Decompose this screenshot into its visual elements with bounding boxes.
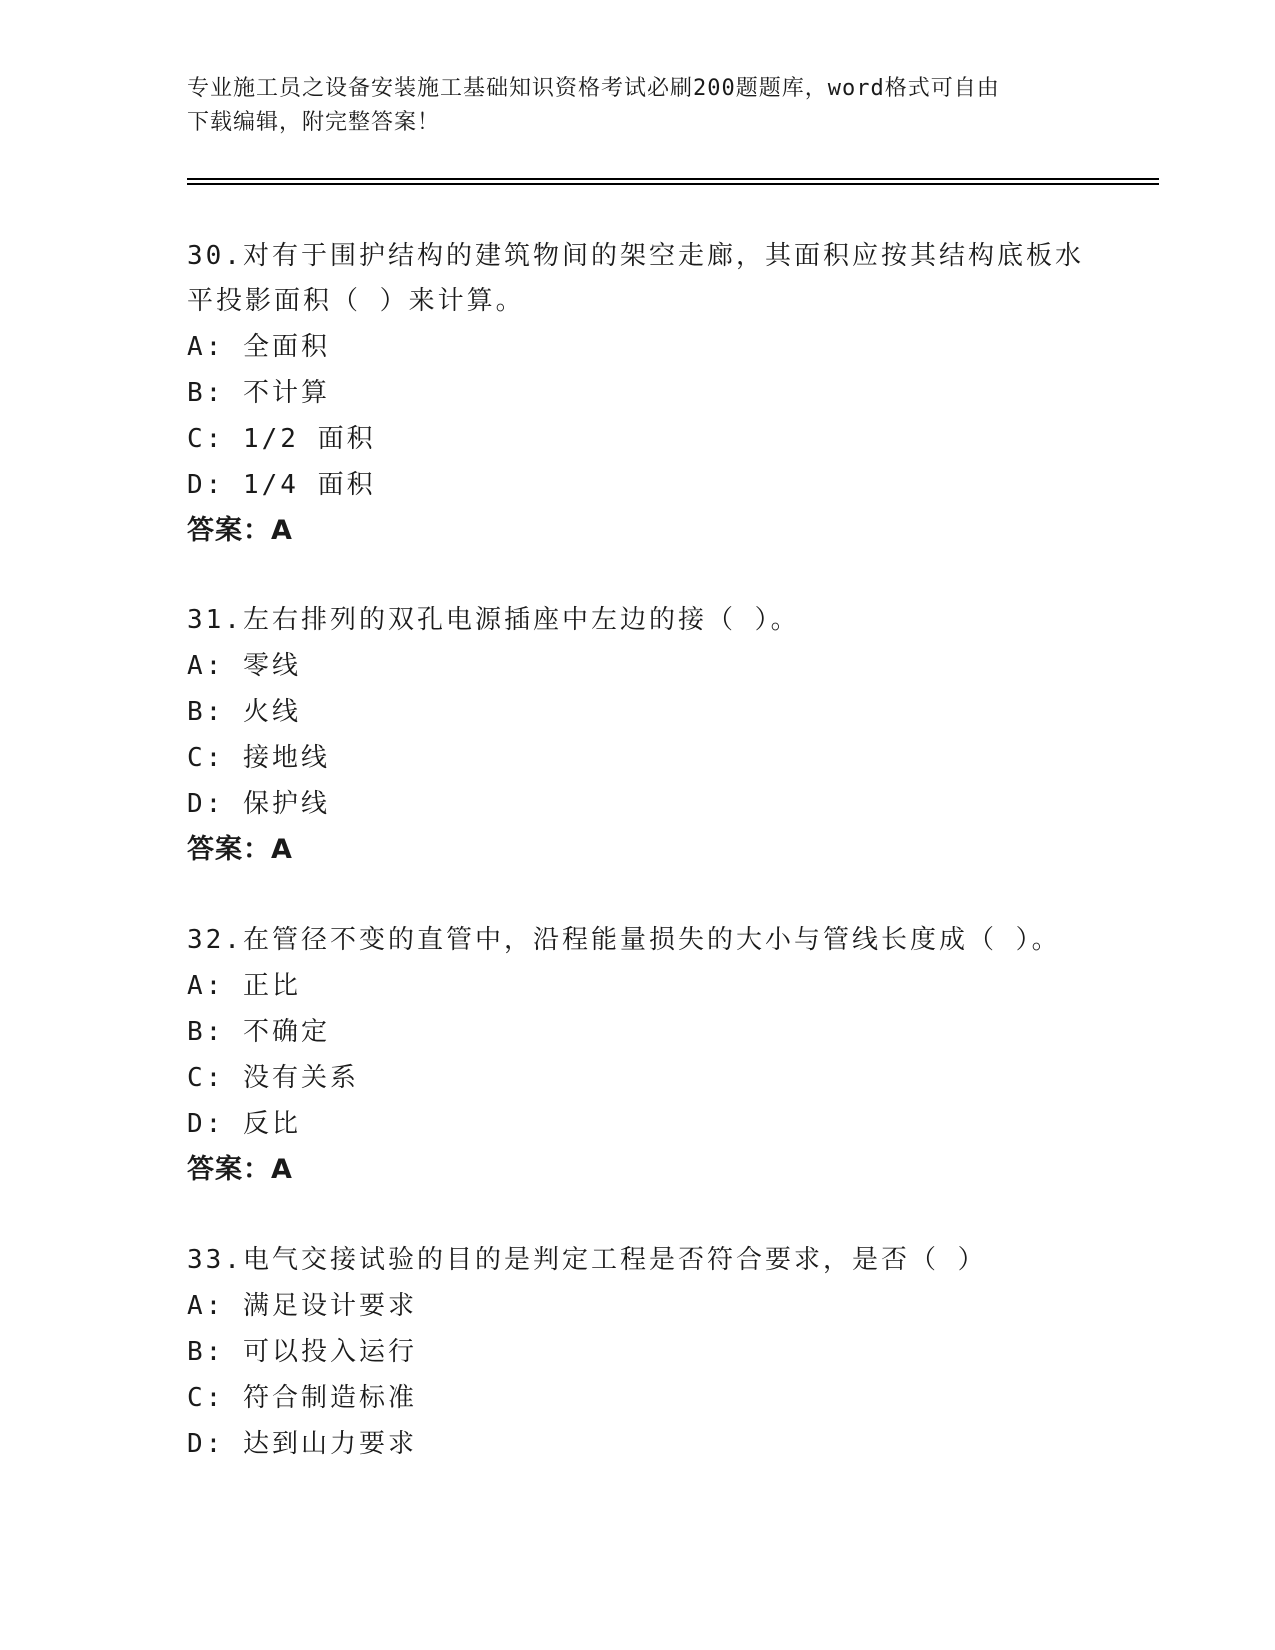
header-line-2: 下载编辑，附完整答案！ xyxy=(187,110,441,135)
option-d: D: 达到山力要求 xyxy=(187,1429,417,1459)
option-a: A: 正比 xyxy=(187,971,301,1001)
option-c: C: 1/2 面积 xyxy=(187,424,376,454)
question-32 xyxy=(187,918,1087,1193)
option-a: A: 零线 xyxy=(187,651,301,681)
answer: 答案：A xyxy=(187,1154,293,1185)
question-33 xyxy=(187,1238,1087,1467)
document-header xyxy=(187,72,1087,140)
option-c: C: 接地线 xyxy=(187,743,330,773)
option-c: C: 没有关系 xyxy=(187,1063,359,1093)
question-stem: 30.对有于围护结构的建筑物间的架空走廊，其面积应按其结构底板水 xyxy=(187,241,1084,271)
option-b: B: 可以投入运行 xyxy=(187,1337,417,1367)
question-stem: 31.左右排列的双孔电源插座中左边的接（ ）。 xyxy=(187,605,800,635)
option-b: B: 不计算 xyxy=(187,378,330,408)
option-a: A: 满足设计要求 xyxy=(187,1291,417,1321)
option-d: D: 反比 xyxy=(187,1109,301,1139)
header-line-1: 专业施工员之设备安装施工基础知识资格考试必刷200题题库，word格式可自由 xyxy=(187,76,1000,101)
option-a: A: 全面积 xyxy=(187,332,330,362)
option-b: B: 不确定 xyxy=(187,1017,330,1047)
header-divider-bottom xyxy=(187,183,1159,185)
question-30 xyxy=(187,234,1087,554)
option-b: B: 火线 xyxy=(187,697,301,727)
option-d: D: 保护线 xyxy=(187,789,330,819)
answer: 答案：A xyxy=(187,515,293,546)
answer: 答案：A xyxy=(187,834,293,865)
header-divider-top xyxy=(187,178,1159,180)
question-stem: 33.电气交接试验的目的是判定工程是否符合要求，是否（ ） xyxy=(187,1245,987,1275)
question-31 xyxy=(187,598,1087,873)
question-stem-continued: 平投影面积（ ）来计算。 xyxy=(187,286,525,316)
option-d: D: 1/4 面积 xyxy=(187,470,376,500)
option-c: C: 符合制造标准 xyxy=(187,1383,417,1413)
question-stem: 32.在管径不变的直管中，沿程能量损失的大小与管线长度成（ ）。 xyxy=(187,925,1061,955)
